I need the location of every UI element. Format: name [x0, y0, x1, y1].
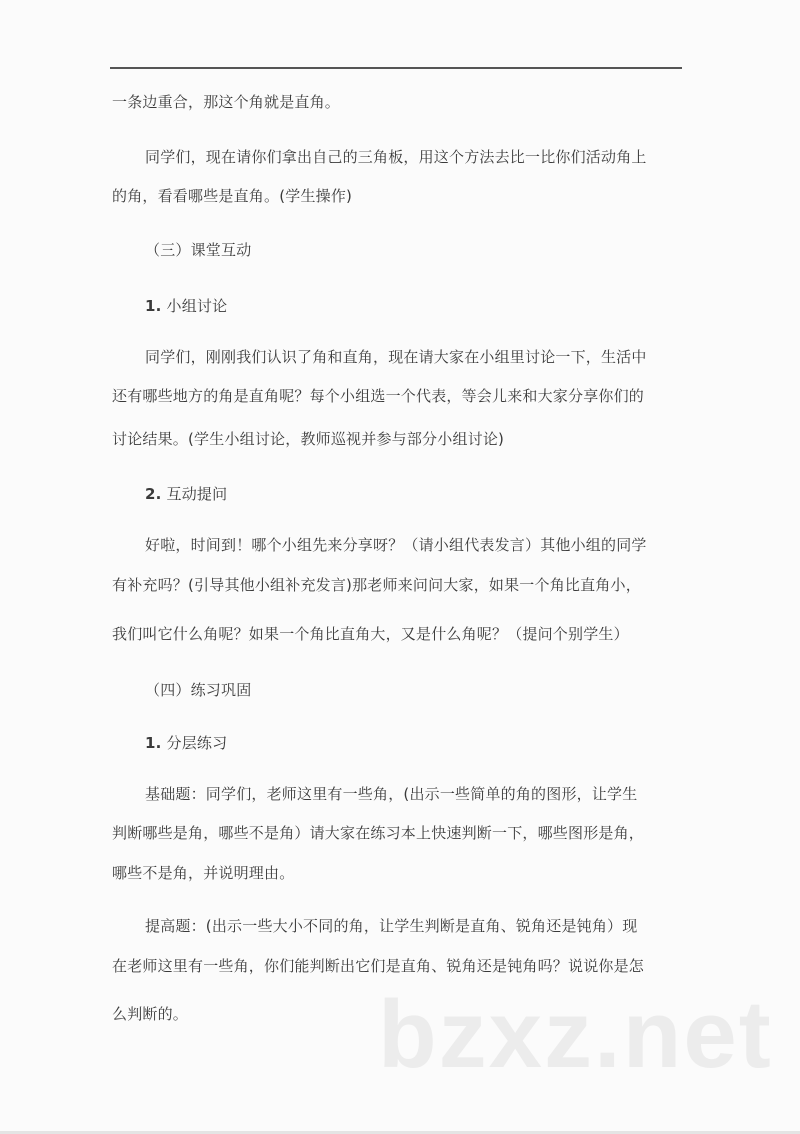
paragraph-line: 么判断的。 [112, 1005, 189, 1023]
paragraph-line: 一条边重合，那这个角就是直角。 [112, 93, 341, 111]
paragraph-line: 好啦，时间到！哪个小组先来分享呀？（请小组代表发言）其他小组的同学 [145, 536, 647, 554]
paragraph-line: 有补充吗？(引导其他小组补充发言)那老师来问问大家，如果一个角比直角小， [112, 576, 641, 594]
subsection-heading [145, 733, 227, 753]
heading-number: 2. [145, 485, 162, 503]
section-heading: （四）练习巩固 [145, 681, 252, 699]
heading-number: 1. [145, 297, 162, 315]
section-heading: （三）课堂互动 [145, 241, 252, 259]
paragraph-line: 同学们，刚刚我们认识了角和直角，现在请大家在小组里讨论一下，生活中 [145, 348, 647, 366]
paragraph-line: 提高题：(出示一些大小不同的角，让学生判断是直角、锐角还是钝角）现 [145, 917, 638, 935]
paragraph-line: 哪些不是角，并说明理由。 [112, 864, 295, 882]
subsection-heading [145, 484, 227, 504]
paragraph-line: 的角，看看哪些是直角。(学生操作) [112, 187, 353, 205]
paragraph-line: 判断哪些是角，哪些不是角）请大家在练习本上快速判断一下，哪些图形是角， [112, 824, 645, 842]
paragraph-line: 同学们，现在请你们拿出自己的三角板，用这个方法去比一比你们活动角上 [145, 148, 647, 166]
paragraph-line: 讨论结果。(学生小组讨论，教师巡视并参与部分小组讨论) [112, 430, 505, 448]
subsection-heading [145, 296, 227, 316]
paragraph-line: 我们叫它什么角呢？如果一个角比直角大，又是什么角呢？（提问个别学生） [112, 625, 629, 643]
heading-text: 分层练习 [166, 734, 228, 752]
paragraph-line: 还有哪些地方的角是直角呢？每个小组选一个代表，等会儿来和大家分享你们的 [112, 387, 645, 405]
watermark: bzxz.net [378, 981, 773, 1088]
heading-text: 互动提问 [166, 485, 228, 503]
paragraph-line: 在老师这里有一些角，你们能判断出它们是直角、锐角还是钝角吗？说说你是怎 [112, 957, 645, 975]
paragraph-line: 基础题：同学们，老师这里有一些角，(出示一些简单的角的图形，让学生 [145, 785, 638, 803]
header-rule [110, 67, 682, 69]
heading-number: 1. [145, 734, 162, 752]
heading-text: 小组讨论 [166, 297, 228, 315]
